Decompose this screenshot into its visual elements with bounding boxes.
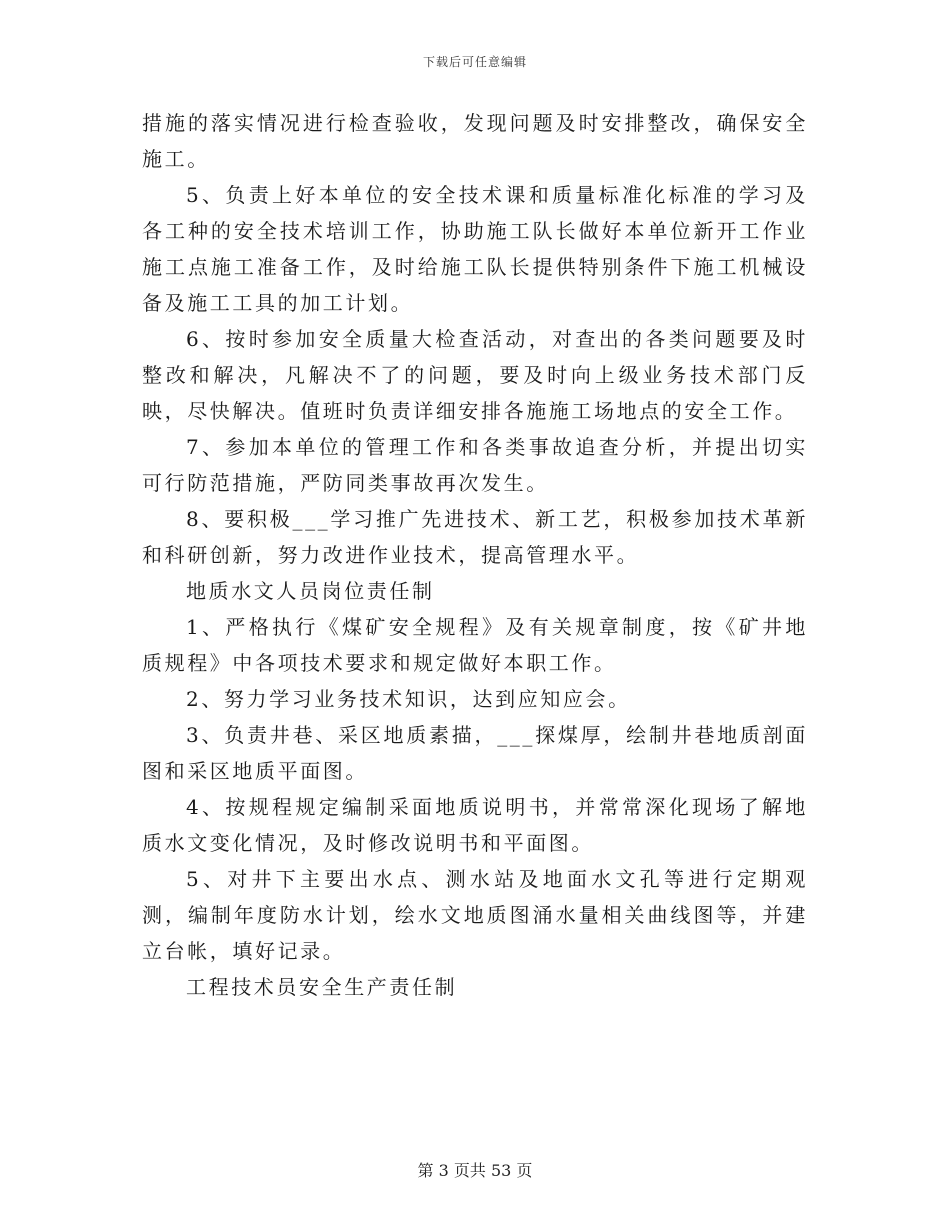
paragraph-item-8: 8、要积极___学习推广先进技术、新工艺，积极参加技术革新和科研创新，努力改进作业技术，提高管理水平。 [142, 507, 808, 567]
paragraph-item-5: 5、负责上好本单位的安全技术课和质量标准化标准的学习及各工种的安全技术培训工作，协助施工队长做好本单位新开工作业施工点施工准备工作，及时给施工队长提供特别条件下施工机械设备及施工工具的加工计划。 [142, 183, 808, 315]
paragraph-item-7: 7、参加本单位的管理工作和各类事故追查分析，并提出切实可行防范措施，严防同类事故再次发生。 [142, 435, 808, 495]
paragraph-geology-3: 3、负责井巷、采区地质素描，___探煤厚，绘制井巷地质剖面图和采区地质平面图。 [142, 723, 808, 783]
page-number: 第 3 页共 53 页 [417, 1161, 533, 1180]
document-body [142, 105, 808, 1005]
paragraph-geology-1: 1、严格执行《煤矿安全规程》及有关规章制度，按《矿井地质规程》中各项技术要求和规定做好本职工作。 [142, 615, 808, 675]
section-heading-engineering: 工程技术员安全生产责任制 [186, 975, 458, 999]
header-note: 下载后可任意编辑 [422, 55, 527, 69]
paragraph-geology-5: 5、对井下主要出水点、测水站及地面水文孔等进行定期观测，编制年度防水计划，绘水文地质图涌水量相关曲线图等，并建立台帐，填好记录。 [142, 867, 808, 963]
section-heading-geology: 地质水文人员岗位责任制 [186, 579, 435, 603]
paragraph-geology-4: 4、按规程规定编制采面地质说明书，并常常深化现场了解地质水文变化情况，及时修改说明书和平面图。 [142, 795, 808, 855]
paragraph-item-6: 6、按时参加安全质量大检查活动，对查出的各类问题要及时整改和解决，凡解决不了的问题，要及时向上级业务技术部门反映，尽快解决。值班时负责详细安排各施施工场地点的安全工作。 [142, 327, 808, 423]
paragraph-continuation: 措施的落实情况进行检查验收，发现问题及时安排整改，确保安全施工。 [142, 111, 808, 171]
paragraph-geology-2: 2、努力学习业务技术知识，达到应知应会。 [186, 687, 631, 711]
